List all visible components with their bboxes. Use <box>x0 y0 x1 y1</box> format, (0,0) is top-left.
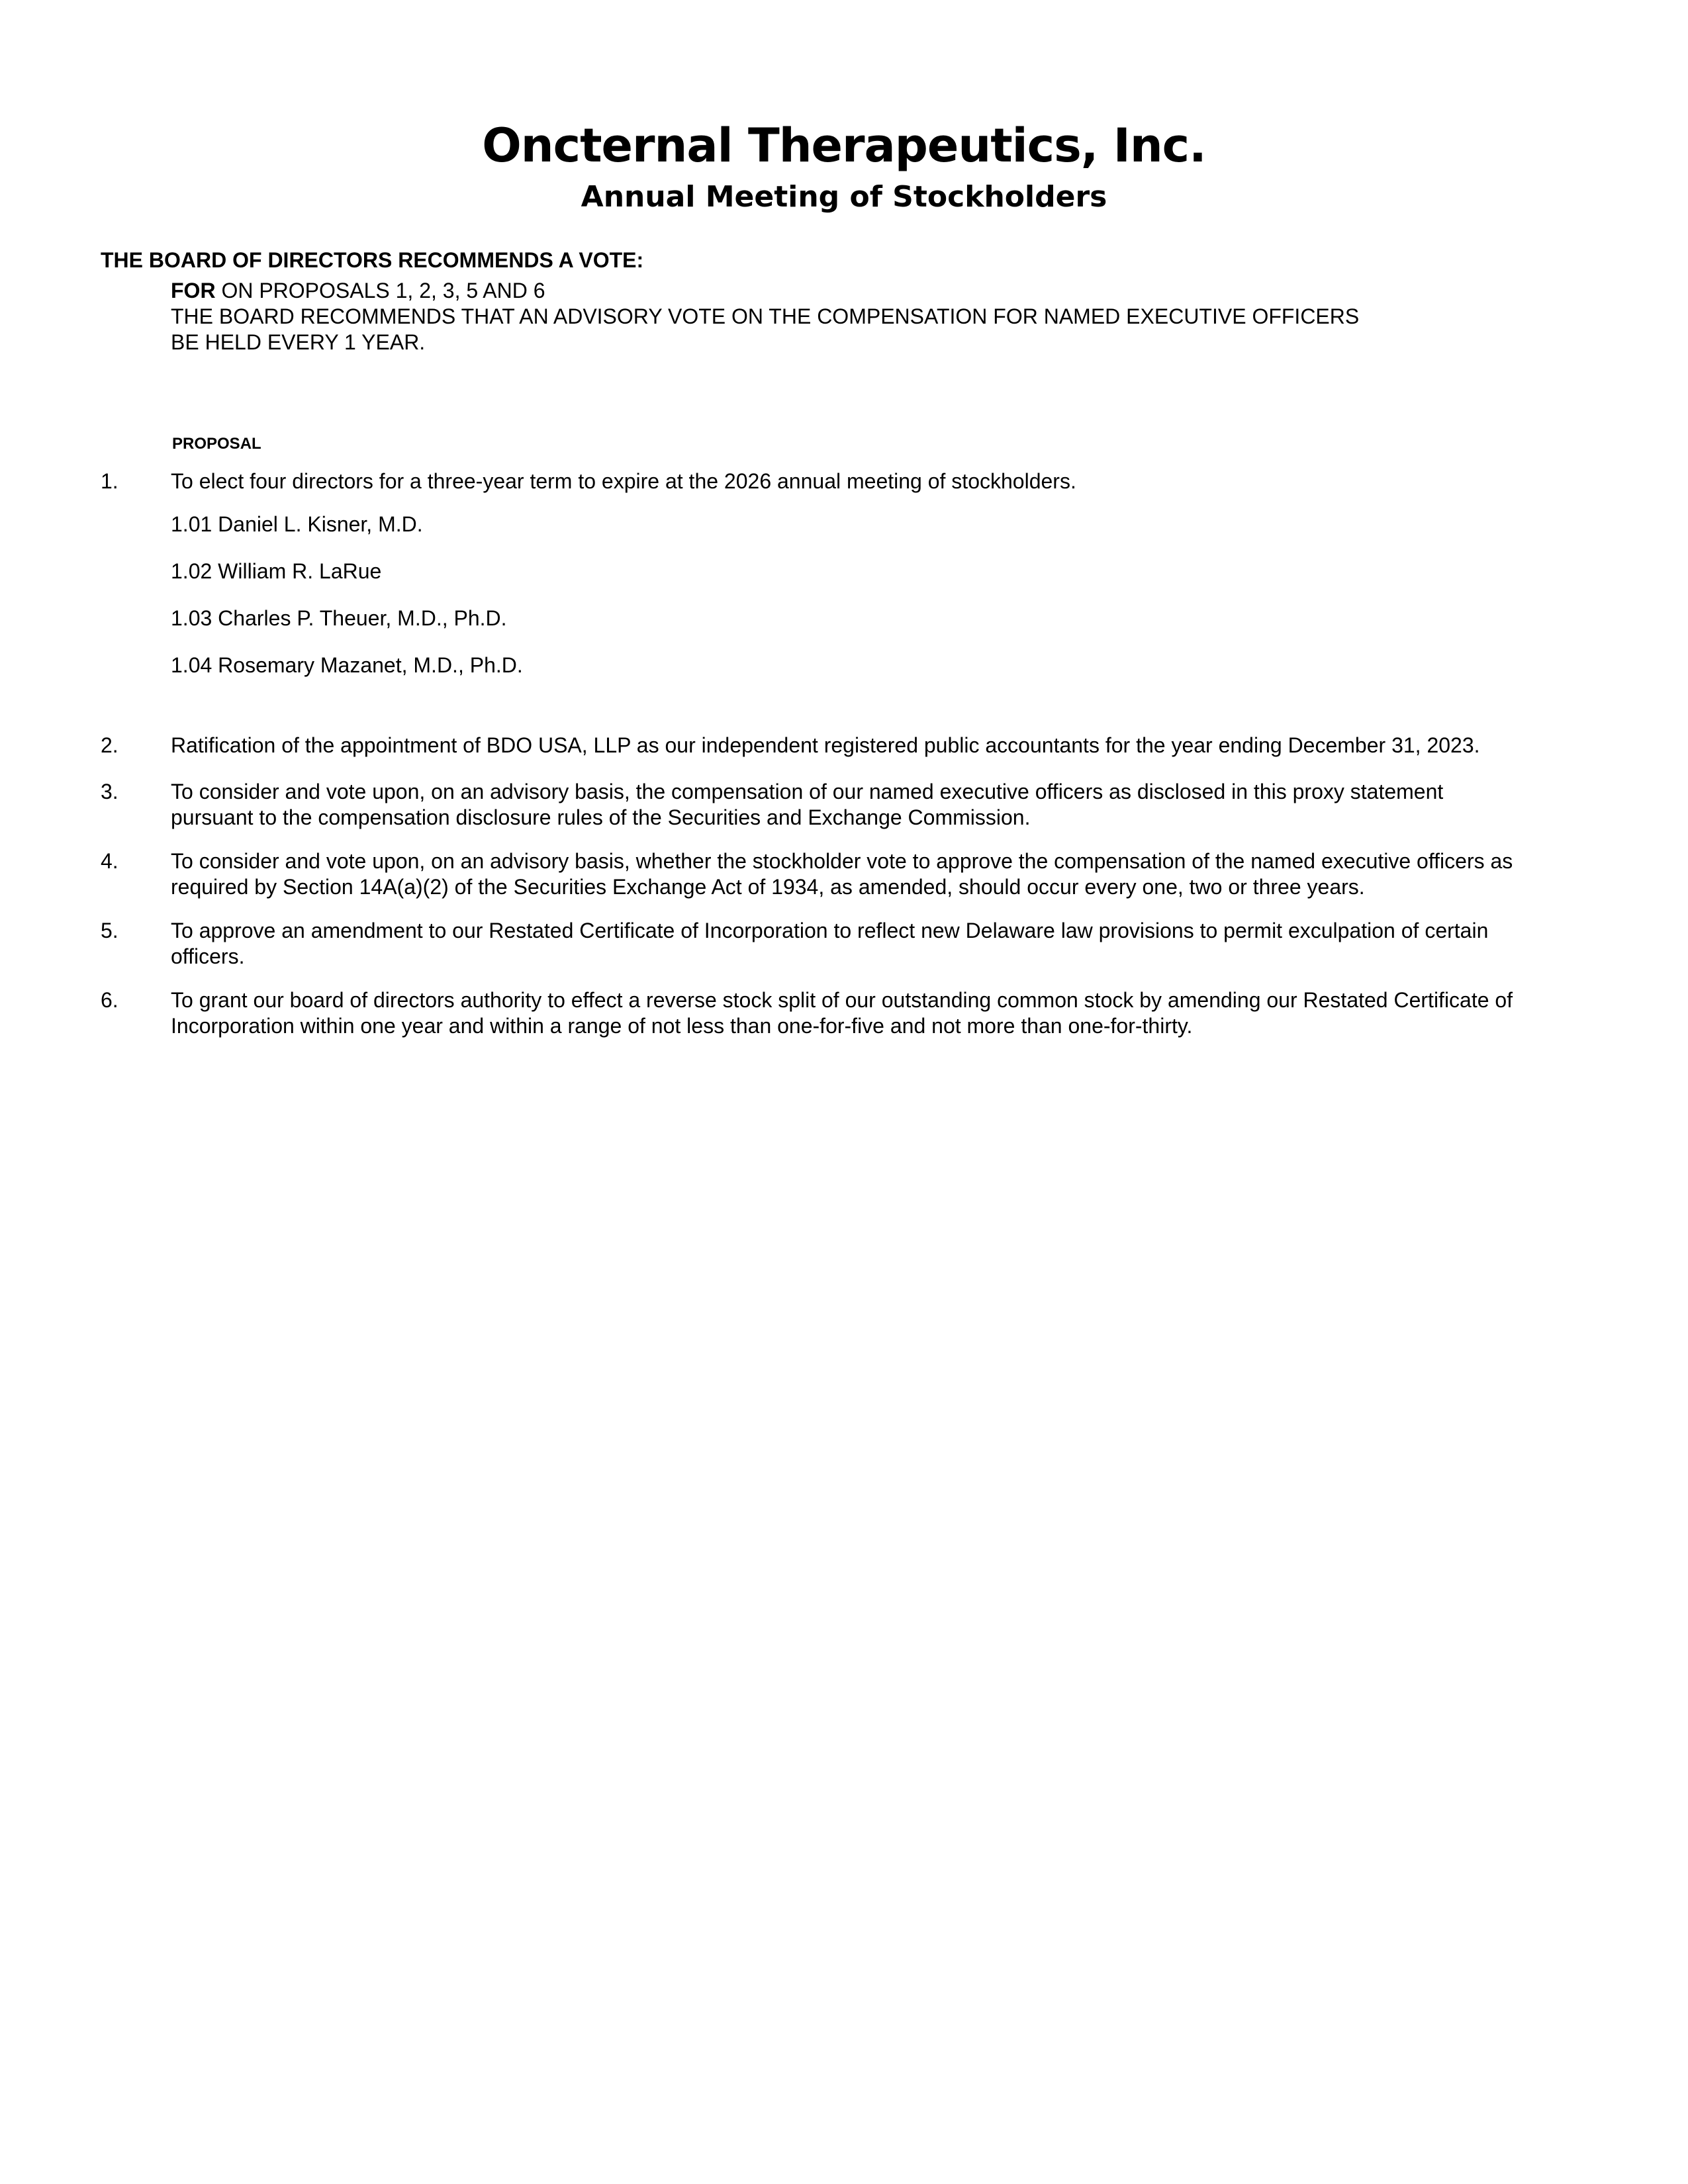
proposal-6-line-2: Incorporation within one year and within a range of not less than one-for-five and not more than one-for-thirty. <box>171 1014 1193 1038</box>
proposal-2-number: 2. <box>101 733 118 757</box>
board-recommendation-heading: THE BOARD OF DIRECTORS RECOMMENDS A VOTE: <box>101 248 644 272</box>
proposal-3-line-1: To consider and vote upon, on an advisory basis, the compensation of our named executive officers as disclosed in this proxy statement <box>171 780 1444 803</box>
proposal-1-text <box>171 469 1594 494</box>
company-title: Oncternal Therapeutics, Inc. <box>482 118 1206 173</box>
proposal-5-number: 5. <box>101 919 118 942</box>
proposal-5-line-1: To approve an amendment to our Restated Certificate of Incorporation to reflect new Delaware law provisions to permit exculpation of certain <box>171 919 1489 942</box>
proposal-4-number: 4. <box>101 849 118 873</box>
proposal-5-text <box>171 918 1594 970</box>
nominee-1-02: 1.02 William R. LaRue <box>171 559 382 583</box>
nominee-1-03: 1.03 Charles P. Theuer, M.D., Ph.D. <box>171 606 507 630</box>
proposal-3-line-2: pursuant to the compensation disclosure rules of the Securities and Exchange Commission. <box>171 805 1031 829</box>
proposal-6-line-1: To grant our board of directors authority to effect a reverse stock split of our outstanding common stock by amending our Restated Certificate of <box>171 988 1513 1012</box>
for-proposals-text: ON PROPOSALS 1, 2, 3, 5 AND 6 <box>215 279 545 302</box>
proposal-6-text <box>171 987 1594 1039</box>
proposal-3-number: 3. <box>101 780 118 803</box>
proposal-column-heading: PROPOSAL <box>172 435 261 453</box>
proposal-4-text <box>171 848 1594 900</box>
for-label: FOR <box>171 279 216 302</box>
board-recommendation-text <box>171 278 1561 355</box>
proposal-1-number: 1. <box>101 469 118 493</box>
proposal-2-text <box>171 733 1594 758</box>
proposal-3-text <box>171 779 1594 831</box>
proposal-1-line-1: To elect four directors for a three-year term to expire at the 2026 annual meeting of stockholders. <box>171 469 1076 493</box>
proposal-4-line-1: To consider and vote upon, on an advisory basis, whether the stockholder vote to approve the compensation of the named executive officers as <box>171 849 1513 873</box>
proposal-2-line-1: Ratification of the appointment of BDO USA, LLP as our independent registered public accountants for the year ending December 31, 2023. <box>171 733 1480 757</box>
nominee-1-04: 1.04 Rosemary Mazanet, M.D., Ph.D. <box>171 653 523 677</box>
nominee-1-01: 1.01 Daniel L. Kisner, M.D. <box>171 512 423 536</box>
proposal-6-number: 6. <box>101 988 118 1012</box>
advisory-recommendation-line-2: BE HELD EVERY 1 YEAR. <box>171 330 426 354</box>
for-recommendation-line <box>171 278 1561 304</box>
proposal-4-line-2: required by Section 14A(a)(2) of the Securities Exchange Act of 1934, as amended, should occur every one, two or three years. <box>171 875 1365 899</box>
proposal-5-line-2: officers. <box>171 944 245 968</box>
meeting-title: Annual Meeting of Stockholders <box>581 180 1107 214</box>
advisory-recommendation-line-1: THE BOARD RECOMMENDS THAT AN ADVISORY VOTE ON THE COMPENSATION FOR NAMED EXECUTIVE OFFICERS <box>171 304 1360 328</box>
